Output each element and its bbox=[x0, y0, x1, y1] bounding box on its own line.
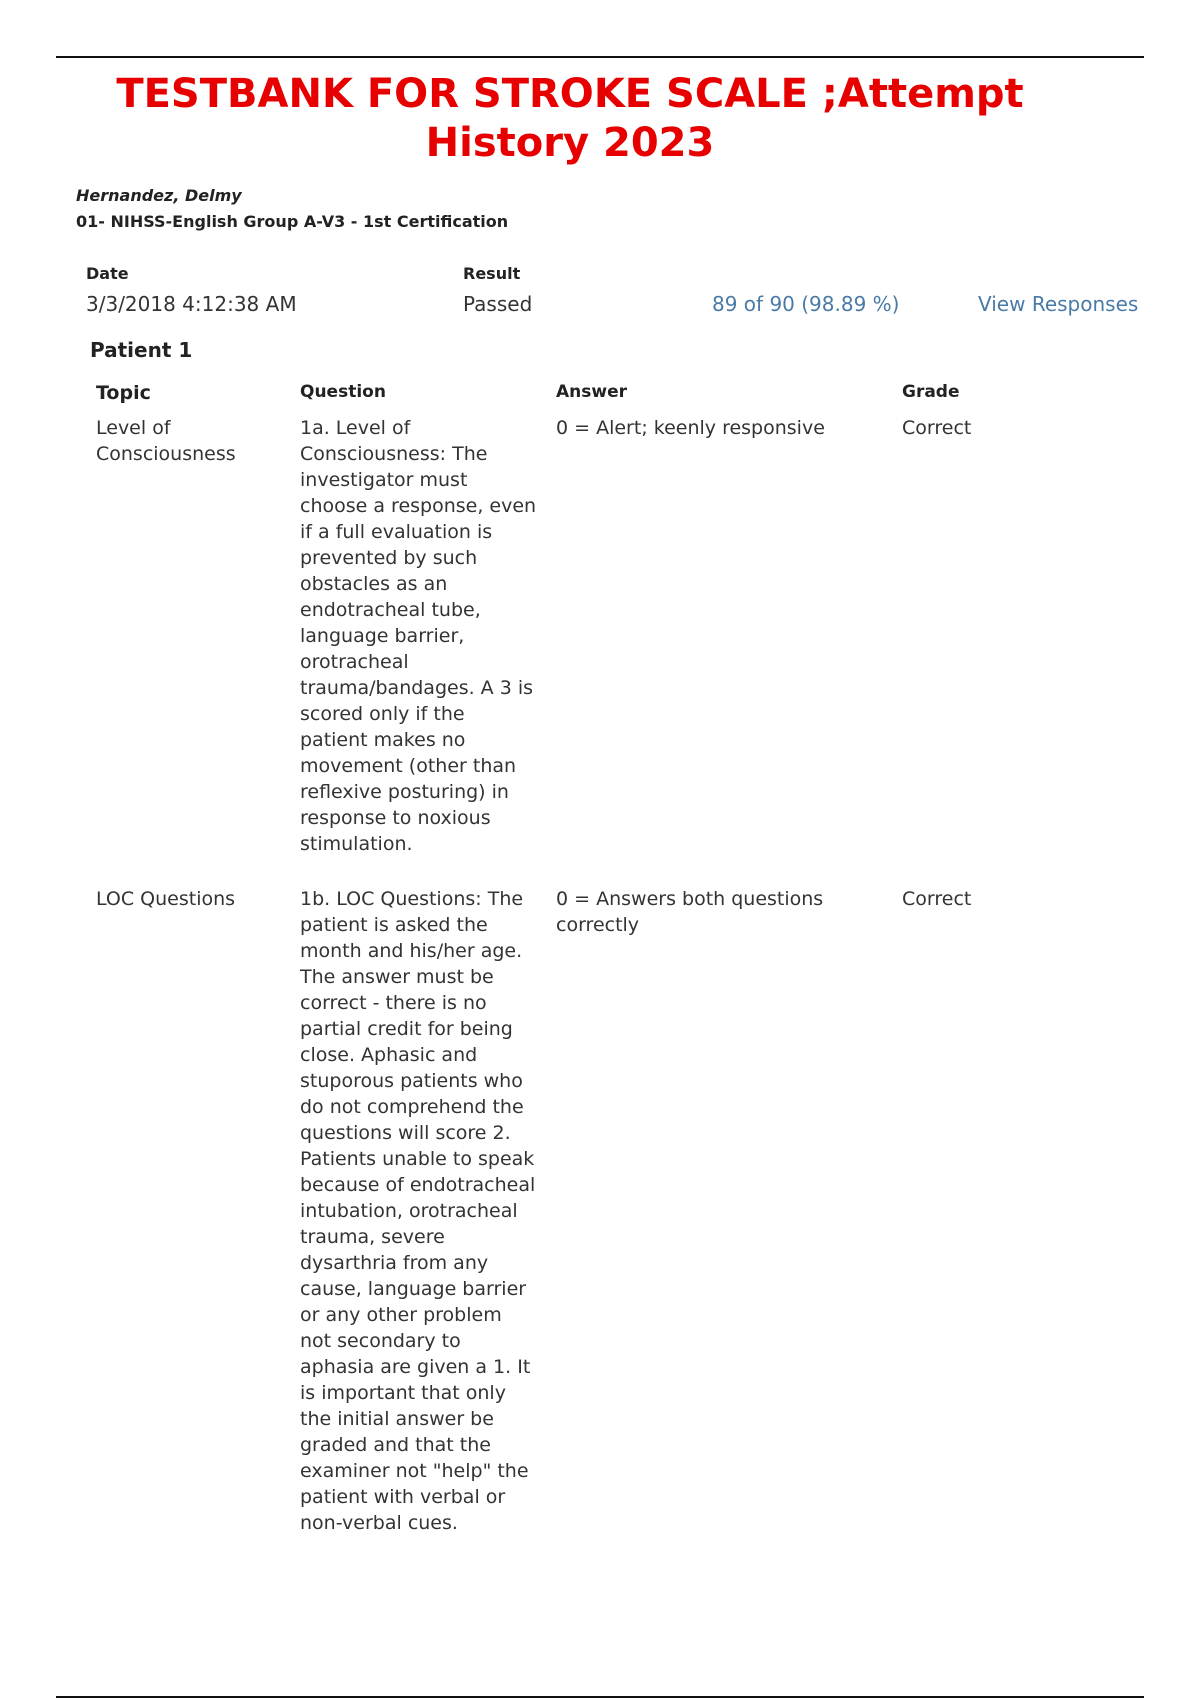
student-name: Hernandez, Delmy bbox=[76, 186, 242, 205]
column-header-grade: Grade bbox=[902, 382, 960, 402]
title-line-1: TESTBANK FOR STROKE SCALE ;Attempt bbox=[116, 71, 1024, 117]
row-1-answer: 0 = Alert; keenly responsive bbox=[556, 417, 825, 439]
score-link[interactable]: 89 of 90 (98.89 %) bbox=[712, 292, 900, 316]
row-1-question: 1a. Level of Consciousness: The investigator must choose a response, even if a full evaluation is prevented by such obstacles as an endotracheal tube, language barrier, orotracheal trauma/bandages. A 3 is scored only if the patient makes no movement (other than reflexive posturing) in response to noxious stimulation. bbox=[300, 417, 537, 855]
row-2-topic: LOC Questions bbox=[96, 888, 236, 910]
document-title bbox=[80, 70, 1060, 168]
attempt-result: Passed bbox=[463, 292, 533, 316]
course-name: 01- NIHSS-English Group A-V3 - 1st Certification bbox=[76, 212, 509, 231]
title-line-2: History 2023 bbox=[425, 120, 715, 166]
view-responses-link[interactable]: View Responses bbox=[978, 292, 1139, 316]
column-header-topic: Topic bbox=[96, 382, 151, 404]
row-2-answer: 0 = Answers both questions correctly bbox=[556, 888, 824, 936]
result-label: Result bbox=[463, 264, 521, 283]
column-header-answer: Answer bbox=[556, 382, 627, 402]
date-label: Date bbox=[86, 264, 129, 283]
row-2-grade: Correct bbox=[902, 888, 972, 910]
row-1-topic: Level of Consciousness bbox=[96, 417, 236, 465]
row-2-question: 1b. LOC Questions: The patient is asked the month and his/her age. The answer must be correct - there is no partial credit for being close. Aphasic and stuporous patients who do not comprehend the questions will score 2. Patients unable to speak because of endotracheal intubation, orotracheal trauma, severe dysarthria from any cause, language barrier or any other problem not secondary to aphasia are given a 1. It is important that only the initial answer be graded and that the examiner not "help" the patient with verbal or non-verbal cues. bbox=[300, 888, 536, 1534]
bottom-rule bbox=[56, 1696, 1144, 1698]
patient-heading: Patient 1 bbox=[90, 338, 193, 362]
column-header-question: Question bbox=[300, 382, 386, 402]
attempt-date: 3/3/2018 4:12:38 AM bbox=[86, 292, 297, 316]
top-rule bbox=[56, 56, 1144, 58]
row-1-grade: Correct bbox=[902, 417, 972, 439]
